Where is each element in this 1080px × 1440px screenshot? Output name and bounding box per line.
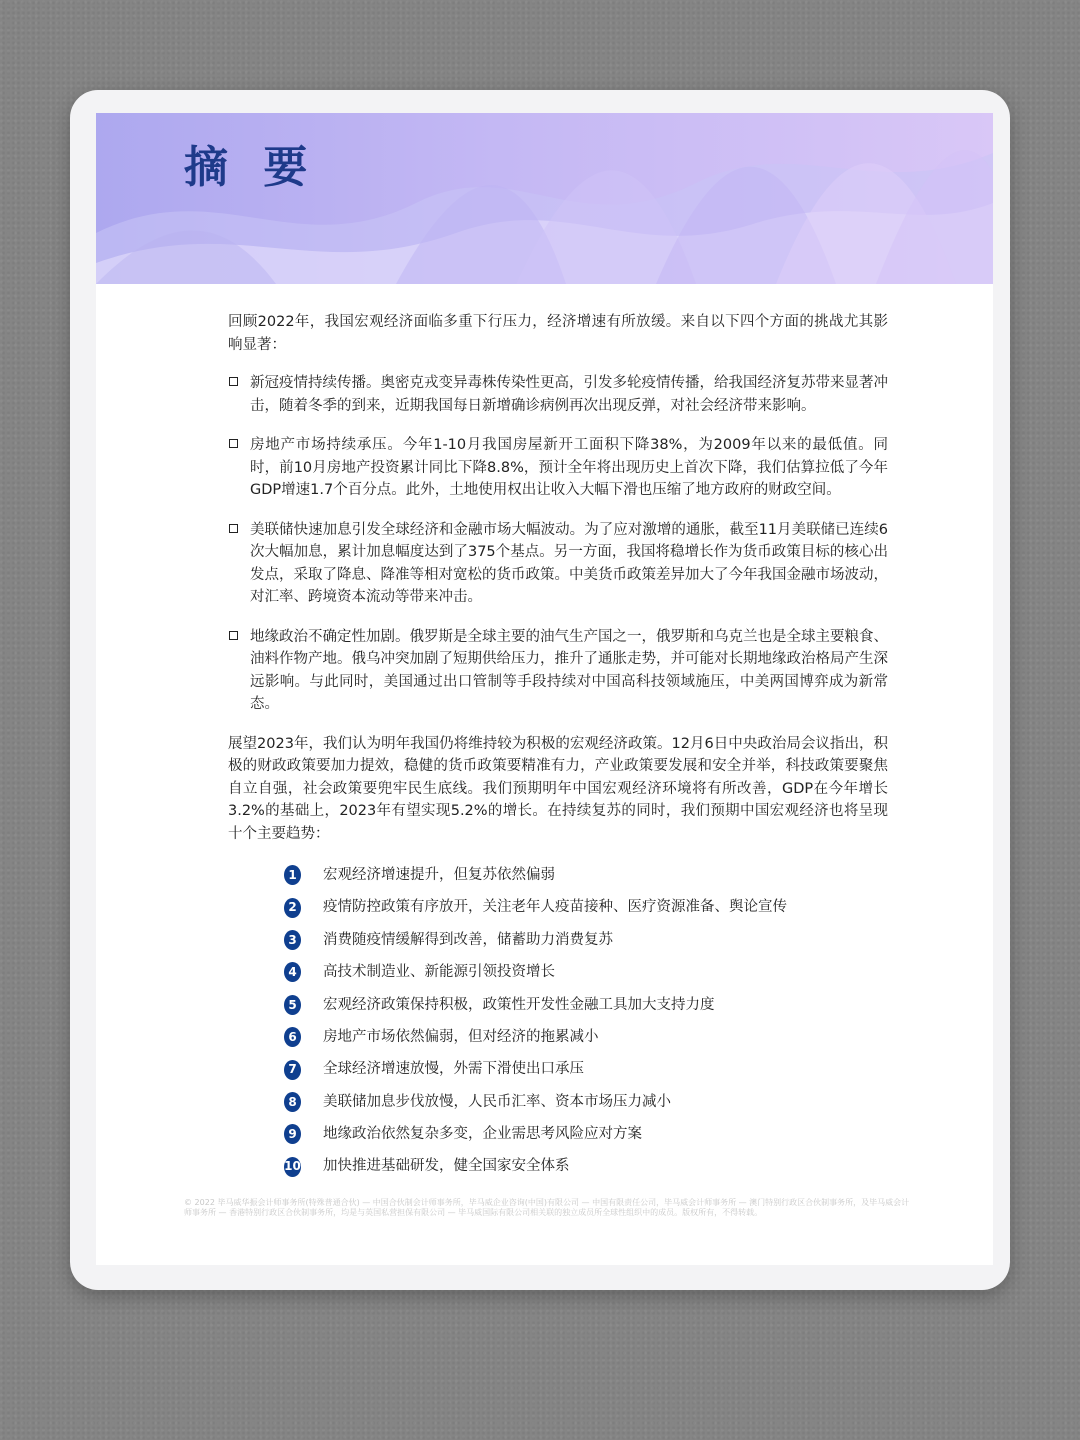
checkbox-bullet-icon bbox=[229, 439, 238, 448]
trend-text: 疫情防控政策有序放开，关注老年人疫苗接种、医疗资源准备、舆论宣传 bbox=[323, 899, 787, 916]
trend-item bbox=[284, 1118, 888, 1150]
trend-item bbox=[284, 924, 888, 956]
trend-item bbox=[284, 891, 888, 923]
checkbox-bullet-icon bbox=[229, 524, 238, 533]
number-badge-icon: 3 bbox=[284, 930, 301, 950]
summary-content bbox=[228, 311, 888, 1183]
trend-text: 地缘政治依然复杂多变，企业需思考风险应对方案 bbox=[323, 1126, 642, 1143]
copyright-footer: © 2022 毕马威华振会计师事务所(特殊普通合伙) — 中国合伙制会计师事务所，毕马威企业咨询(中国)有限公司 — 中国有限责任公司，毕马威会计师事务所 — 澳门特别行政区合伙制事务所，及毕马威会计师事务所 — 香港特别行政区合伙制事务所，均是与英国私营担保有限公司 — 毕马威国际有限公司相关联的独立成员所全球性组织中的成员。版权所有，不得转载。 bbox=[184, 1198, 910, 1217]
document-page bbox=[96, 113, 993, 1265]
checkbox-bullet-icon bbox=[229, 631, 238, 640]
number-badge-icon: 9 bbox=[284, 1124, 301, 1144]
number-badge-icon: 1 bbox=[284, 865, 301, 885]
trend-text: 房地产市场依然偏弱，但对经济的拖累减小 bbox=[323, 1028, 599, 1045]
trend-item bbox=[284, 989, 888, 1021]
trend-text: 消费随疫情缓解得到改善，储蓄助力消费复苏 bbox=[323, 931, 613, 948]
trend-item bbox=[284, 956, 888, 988]
trend-text: 宏观经济政策保持积极，政策性开发性金融工具加大支持力度 bbox=[323, 996, 715, 1013]
trend-item bbox=[284, 1151, 888, 1183]
bullet-text: 美联储快速加息引发全球经济和金融市场大幅波动。为了应对激增的通胀，截至11月美联储已连续6次大幅加息，累计加息幅度达到了375个基点。另一方面，我国将稳增长作为货币政策目标的核心出发点，采取了降息、降准等相对宽松的货币政策。中美货币政策差异加大了今年我国金融市场波动，对汇率、跨境资本流动等带来冲击。 bbox=[250, 521, 888, 605]
trends-list bbox=[228, 859, 888, 1183]
trend-item bbox=[284, 1053, 888, 1085]
number-badge-icon: 10 bbox=[284, 1157, 301, 1177]
outlook-paragraph: 展望2023年，我们认为明年我国仍将维持较为积极的宏观经济政策。12月6日中央政治局会议指出，积极的财政政策要加力提效，稳健的货币政策要精准有力，产业政策要发展和安全并举，科技政策要聚焦自立自强，社会政策要兜牢民生底线。我们预期明年中国宏观经济环境将有所改善，GDP在今年增长3.2%的基础上，2023年有望实现5.2%的增长。在持续复苏的同时，我们预期中国宏观经济也将呈现十个主要趋势： bbox=[228, 735, 888, 842]
trend-text: 美联储加息步伐放慢，人民币汇率、资本市场压力减小 bbox=[323, 1093, 671, 1110]
trend-text: 加快推进基础研发，健全国家安全体系 bbox=[323, 1158, 570, 1175]
trend-text: 宏观经济增速提升，但复苏依然偏弱 bbox=[323, 866, 555, 883]
intro-paragraph: 回顾2022年，我国宏观经济面临多重下行压力，经济增速有所放缓。来自以下四个方面的挑战尤其影响显著： bbox=[228, 314, 888, 353]
bullet-text: 房地产市场持续承压。今年1-10月我国房屋新开工面积下降38%，为2009年以来的最低值。同时，前10月房地产投资累计同比下降8.8%，预计全年将出现历史上首次下降，我们估算拉低了今年GDP增速1.7个百分点。此外，土地使用权出让收入大幅下滑也压缩了地方政府的财政空间。 bbox=[250, 437, 888, 498]
number-badge-icon: 7 bbox=[284, 1060, 301, 1080]
trend-text: 高技术制造业、新能源引领投资增长 bbox=[323, 964, 555, 981]
number-badge-icon: 5 bbox=[284, 995, 301, 1015]
trend-item bbox=[284, 1021, 888, 1053]
checkbox-bullet-icon bbox=[229, 377, 238, 386]
bullet-text: 新冠疫情持续传播。奥密克戎变异毒株传染性更高，引发多轮疫情传播，给我国经济复苏带来显著冲击，随着冬季的到来，近期我国每日新增确诊病例再次出现反弹，对社会经济带来影响。 bbox=[250, 375, 888, 414]
bullet-item bbox=[228, 519, 888, 609]
number-badge-icon: 8 bbox=[284, 1092, 301, 1112]
bullet-item bbox=[228, 372, 888, 417]
trend-item bbox=[284, 859, 888, 891]
number-badge-icon: 6 bbox=[284, 1027, 301, 1047]
trend-item bbox=[284, 1086, 888, 1118]
page-title: 摘 要 bbox=[184, 142, 318, 193]
trend-text: 全球经济增速放慢，外需下滑使出口承压 bbox=[323, 1061, 584, 1078]
bullet-item bbox=[228, 626, 888, 716]
bullet-text: 地缘政治不确定性加剧。俄罗斯是全球主要的油气生产国之一，俄罗斯和乌克兰也是全球主要粮食、油料作物产地。俄乌冲突加剧了短期供给压力，推升了通胀走势，并可能对长期地缘政治格局产生深远影响。与此同时，美国通过出口管制等手段持续对中国高科技领域施压，中美两国博弈成为新常态。 bbox=[250, 628, 888, 712]
number-badge-icon: 4 bbox=[284, 962, 301, 982]
bullet-item bbox=[228, 434, 888, 502]
header-banner bbox=[96, 113, 993, 284]
number-badge-icon: 2 bbox=[284, 898, 301, 918]
